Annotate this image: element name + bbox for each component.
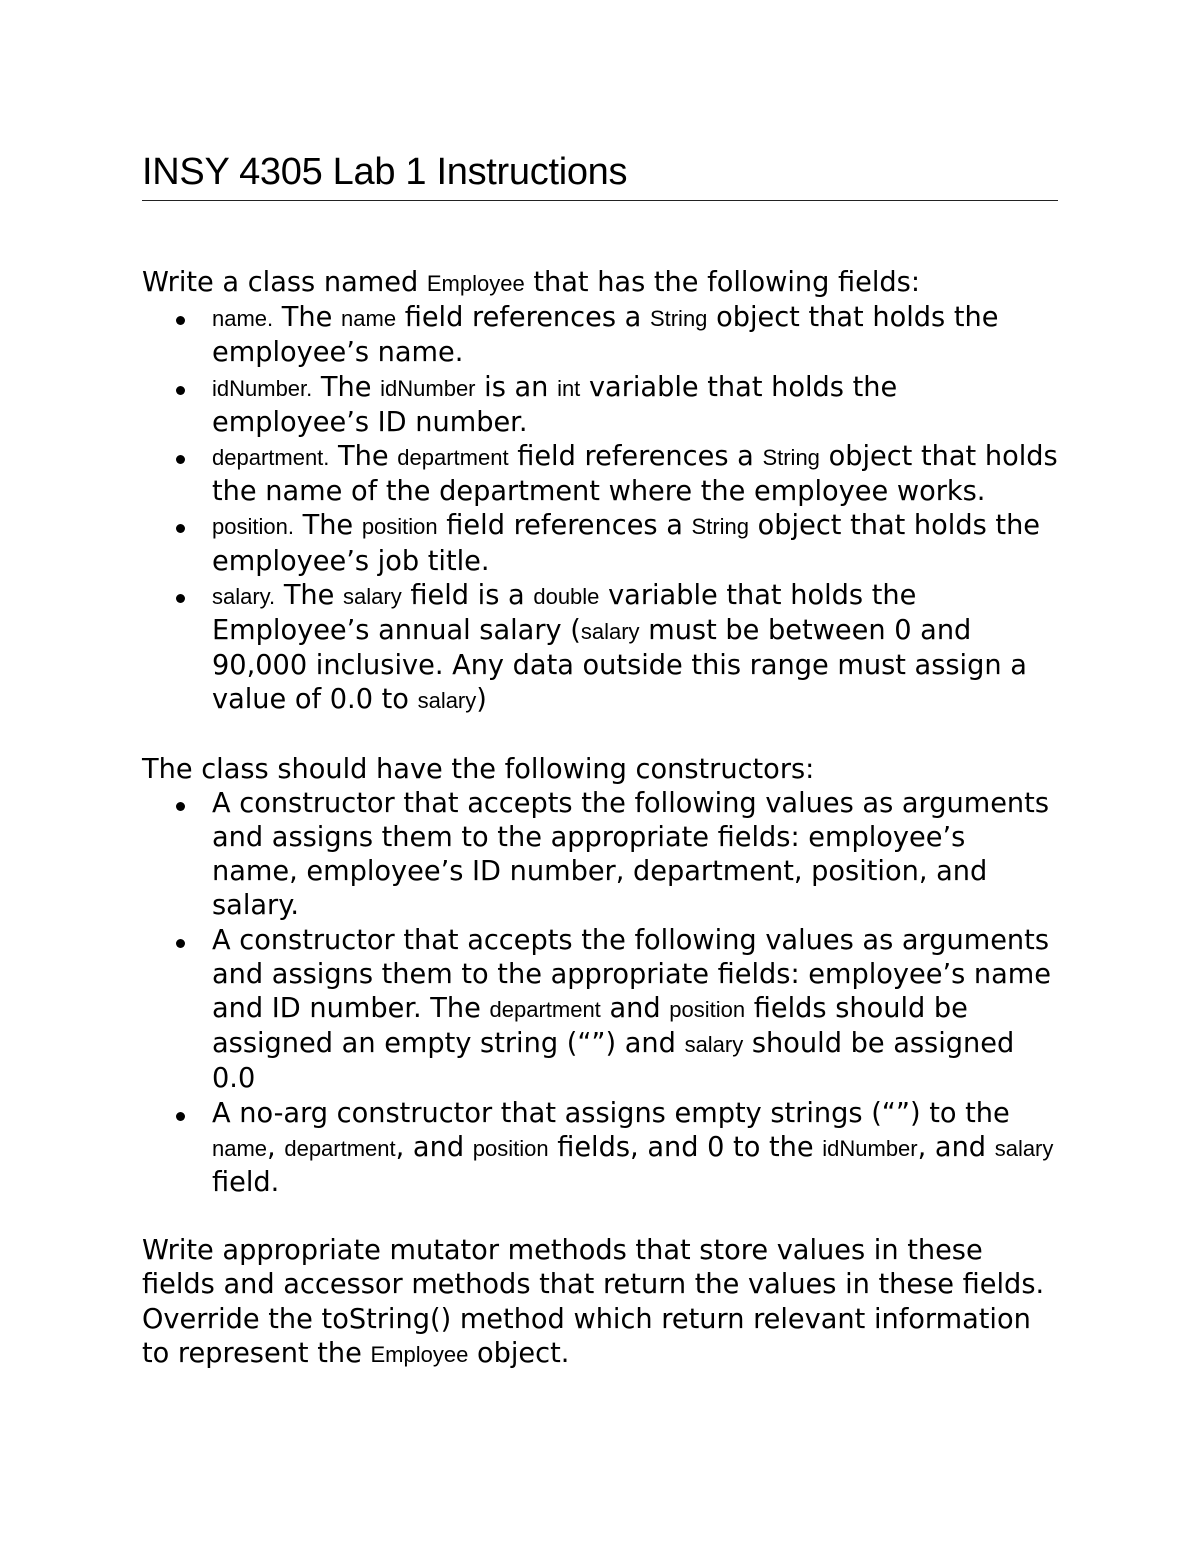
code-term: String bbox=[762, 445, 820, 471]
page-title: INSY 4305 Lab 1 Instructions bbox=[142, 148, 1058, 201]
code-term: department bbox=[284, 1135, 396, 1161]
code-term: salary bbox=[994, 1135, 1054, 1161]
code-term: idNumber bbox=[822, 1135, 918, 1161]
list-item: A constructor that accepts the following values as arguments and assigns them to the appropriate fields: employee’s name, employee’s ID number, department, position, and salary. bbox=[142, 787, 1058, 924]
constructors-intro: The class should have the following constructors: bbox=[142, 753, 815, 785]
bullet-icon bbox=[176, 939, 185, 948]
code-term: Employee bbox=[370, 1341, 469, 1367]
bullet-icon bbox=[176, 594, 185, 603]
code-term: department. bbox=[212, 445, 330, 471]
code-term: salary bbox=[417, 688, 477, 714]
code-term: idNumber bbox=[380, 375, 476, 401]
code-term: int bbox=[557, 375, 581, 401]
code-term: name bbox=[212, 1135, 268, 1161]
code-term: department bbox=[489, 997, 601, 1023]
constructors-list bbox=[142, 787, 1058, 1200]
fields-intro: Write a class named Employee that has the following fields: bbox=[142, 267, 921, 298]
list-item: department. The department field references a String object that holds the name of the department where the employee works. bbox=[142, 440, 1058, 509]
bullet-icon bbox=[176, 386, 185, 395]
bullet-icon bbox=[176, 802, 185, 811]
code-term: department bbox=[397, 445, 509, 471]
bullet-icon bbox=[176, 316, 185, 325]
list-item: name. The name field references a String object that holds the employee’s name. bbox=[142, 301, 1058, 370]
fields-section bbox=[142, 266, 1058, 719]
list-item: A constructor that accepts the following values as arguments and assigns them to the appropriate fields: employee’s name and ID number. The department and position fields should be assigned an empty string (“”) and salary should be assigned 0.0 bbox=[142, 924, 1058, 1097]
methods-paragraph: Write appropriate mutator methods that store values in these fields and accessor methods that return the values in these fields. Override the toString() method which return relevant information to represent the Employee object. bbox=[142, 1235, 1045, 1369]
code-term: name bbox=[341, 306, 397, 332]
bullet-icon bbox=[176, 1112, 185, 1121]
list-item: salary. The salary field is a double variable that holds the Employee’s annual salary (salary must be between 0 and 90,000 inclusive. Any data outside this range must assign a value of 0.0 to salary) bbox=[142, 579, 1058, 719]
fields-list bbox=[142, 301, 1058, 718]
code-term: salary bbox=[684, 1032, 744, 1058]
code-term: salary bbox=[343, 583, 402, 609]
bullet-icon bbox=[176, 455, 185, 464]
code-term: position bbox=[361, 514, 438, 540]
code-term: double bbox=[533, 583, 600, 609]
code-term: salary. bbox=[212, 583, 276, 609]
list-item: position. The position field references a String object that holds the employee’s job title. bbox=[142, 509, 1058, 578]
document-page bbox=[142, 148, 1058, 1372]
code-term: String bbox=[691, 514, 750, 540]
bullet-icon bbox=[176, 524, 185, 533]
list-item: idNumber. The idNumber is an int variable that holds the employee’s ID number. bbox=[142, 371, 1058, 440]
code-term: position bbox=[669, 997, 746, 1023]
constructors-section bbox=[142, 753, 1058, 1201]
list-item: A no-arg constructor that assigns empty strings (“”) to the name, department, and position fields, and 0 to the idNumber, and salary field. bbox=[142, 1097, 1058, 1201]
code-term: position. bbox=[212, 514, 294, 540]
code-term: String bbox=[649, 306, 708, 332]
code-term: name. bbox=[212, 306, 274, 332]
code-term: position bbox=[472, 1135, 549, 1161]
methods-section bbox=[142, 1234, 1058, 1372]
code-term: idNumber. bbox=[212, 375, 313, 401]
code-term: salary bbox=[580, 619, 640, 645]
code-term: Employee bbox=[426, 271, 525, 296]
